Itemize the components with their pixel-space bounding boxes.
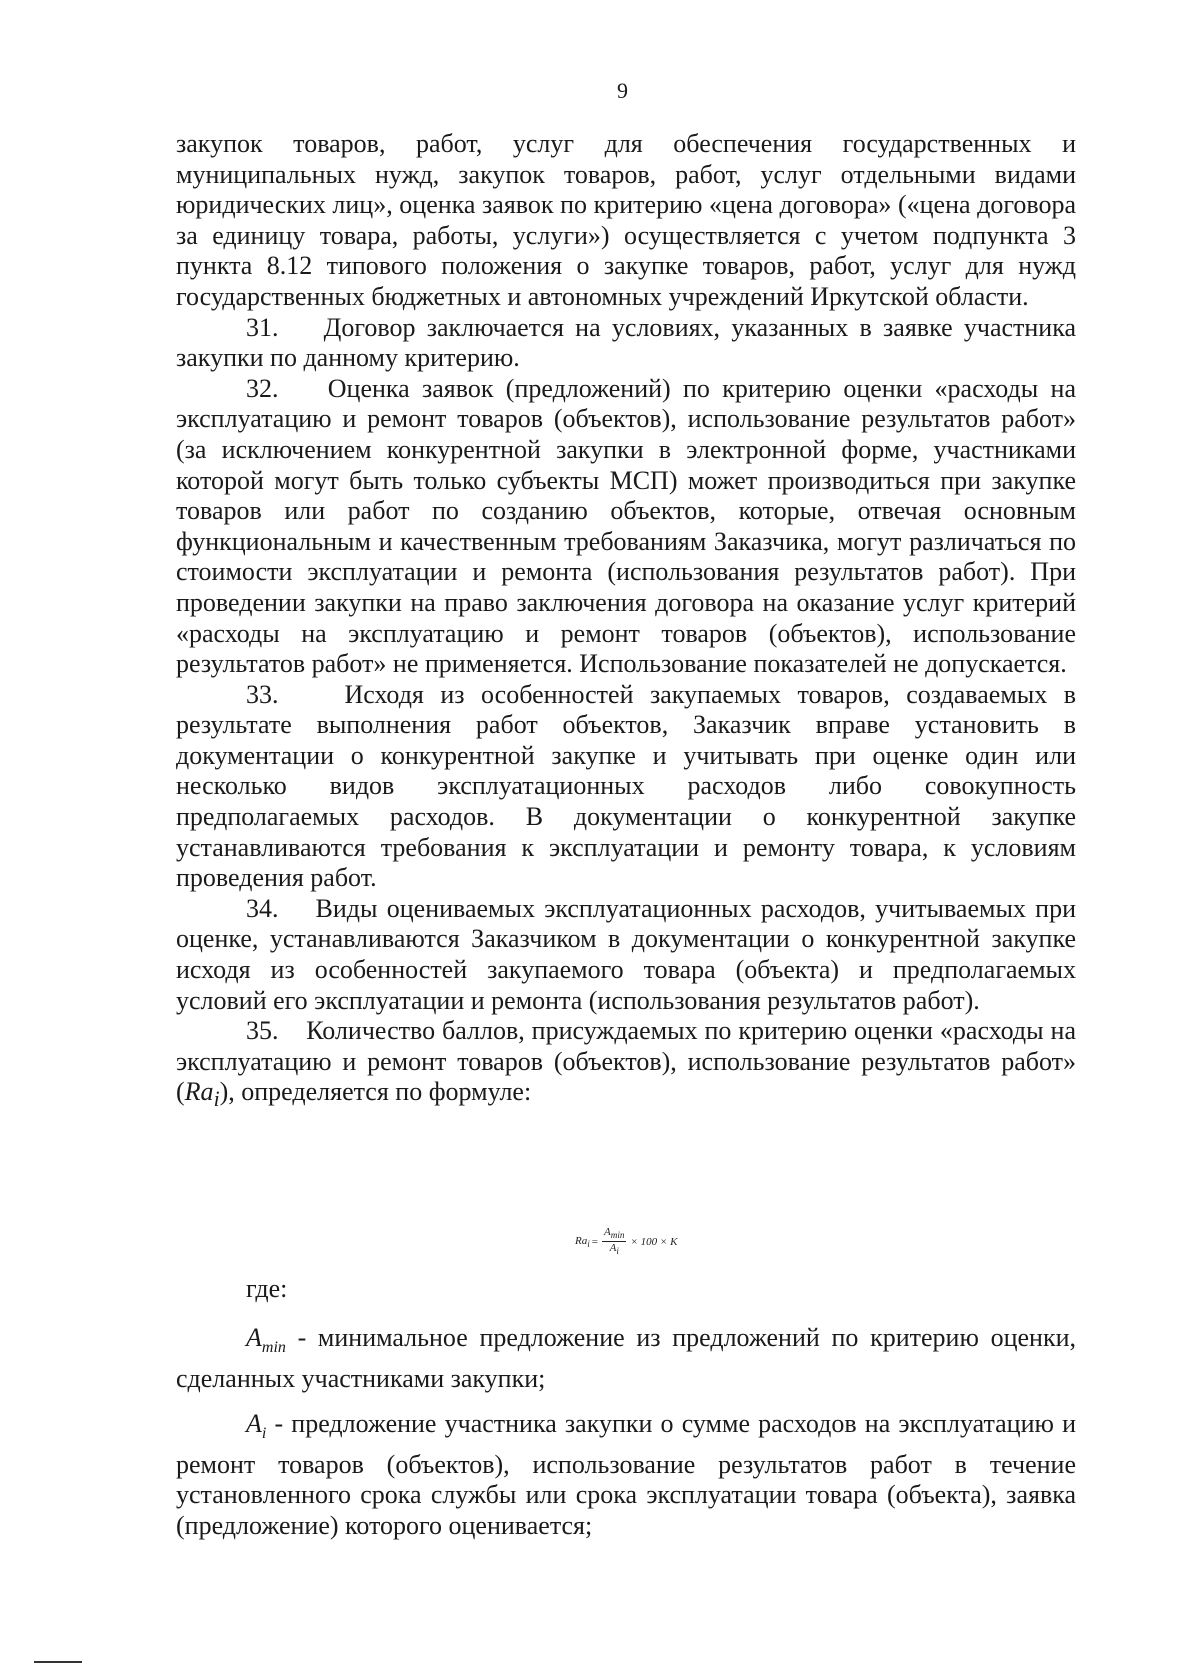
definition-amin <box>176 1323 1076 1394</box>
formula-fraction <box>602 1226 626 1257</box>
paragraph-35 <box>176 1016 1076 1115</box>
formula-rest: × 100 × K <box>630 1235 678 1248</box>
formula-denominator: $A_i$ <box>609 1242 619 1257</box>
definition-symbol: $A_{min}$ <box>246 1323 286 1357</box>
definition-text: - предложение участника закупки о сумме расходов на эксплуатацию и ремонт товаров (объектов), использование результатов работ в течение установленного срока службы или срока эксплуатации товара (объекта), заявка (предложение) которого оценивается; <box>176 1409 1076 1540</box>
paragraph-33 <box>176 680 1076 894</box>
paragraph-32 <box>176 374 1076 680</box>
document-body <box>176 129 1076 1115</box>
paragraph-text: Виды оцениваемых эксплуатационных расходов, учитываемых при оценке, устанавливаются Заказчиком в документации о конкурентной закупке исходя из особенностей закупаемого товара (объекта) и предполагаемых условий его эксплуатации и ремонта (использования результатов работ). <box>176 893 1077 1015</box>
formula <box>575 1226 677 1257</box>
paragraph-31 <box>176 313 1076 374</box>
paragraph-text: Количество баллов, присуждаемых по критерию оценки «расходы на эксплуатацию и ремонт товаров (объектов), использование результатов работ» ( <box>176 1016 1076 1107</box>
paragraph-number: 34. <box>246 893 279 923</box>
intro-paragraph: закупок товаров, работ, услуг для обеспечения государственных и муниципальных нужд, закупок товаров, работ, услуг отдельными видами юридических лиц», оценка заявок по критерию «цена договора» («цена договора за единицу товара, работы, услуги») осуществляется с учетом подпункта 3 пункта 8.12 типового положения о закупке товаров, работ, услуг для нужд государственных бюджетных и автономных учреждений Иркутской области. <box>176 129 1076 311</box>
paragraph-text: Договор заключается на условиях, указанных в заявке участника закупки по данному критерию. <box>176 312 1077 373</box>
paragraph-number: 33. <box>246 679 279 709</box>
paragraph-34 <box>176 894 1076 1016</box>
formula-lhs: $Ra_i$ <box>575 1234 590 1249</box>
paragraph-text: Оценка заявок (предложений) по критерию оценки «расходы на эксплуатацию и ремонт товаров (объектов), использование результатов работ» (за исключением конкурентной закупки в электронной форме, участниками которой могут быть только субъекты МСП) может производиться при закупке товаров или работ по созданию объектов, которые, отвечая основным функциональным и качественным требованиям Заказчика, могут различаться по стоимости эксплуатации и ремонта (использования результатов работ). При проведении закупки на право заключения договора на оказание услуг критерий «расходы на эксплуатацию и ремонт товаров (объектов), использование результатов работ» не применяется. Использование показателей не допускается. <box>176 373 1077 679</box>
definition-symbol: $A_i$ <box>246 1409 267 1443</box>
formula-equals: = <box>591 1235 598 1248</box>
definition-text: - минимальное предложение из предложений по критерию оценки, сделанных участниками закупки; <box>176 1323 1076 1393</box>
paragraph-text: Исходя из особенностей закупаемых товаров, создаваемых в результате выполнения работ объектов, Заказчик вправе установить в документации о конкурентной закупке и учитывать при оценке один или несколько видов эксплуатационных расходов либо совокупность предполагаемых расходов. В документации о конкурентной закупке устанавливаются требования к эксплуатации и ремонту товара, к условиям проведения работ. <box>176 679 1077 893</box>
where-label: где: <box>246 1274 288 1303</box>
formula-symbol: $Ra_i$ <box>184 1077 220 1112</box>
paragraph-number: 31. <box>246 312 279 342</box>
page-number: 9 <box>617 78 628 103</box>
paragraph-number: 35. <box>246 1016 279 1046</box>
paragraph-number: 32. <box>246 373 279 403</box>
definition-ai <box>176 1409 1076 1542</box>
paragraph-text-end: ), определяется по формуле: <box>219 1077 532 1107</box>
formula-numerator: $A_{min}$ <box>604 1226 625 1241</box>
scan-edge-mark <box>34 1661 82 1663</box>
